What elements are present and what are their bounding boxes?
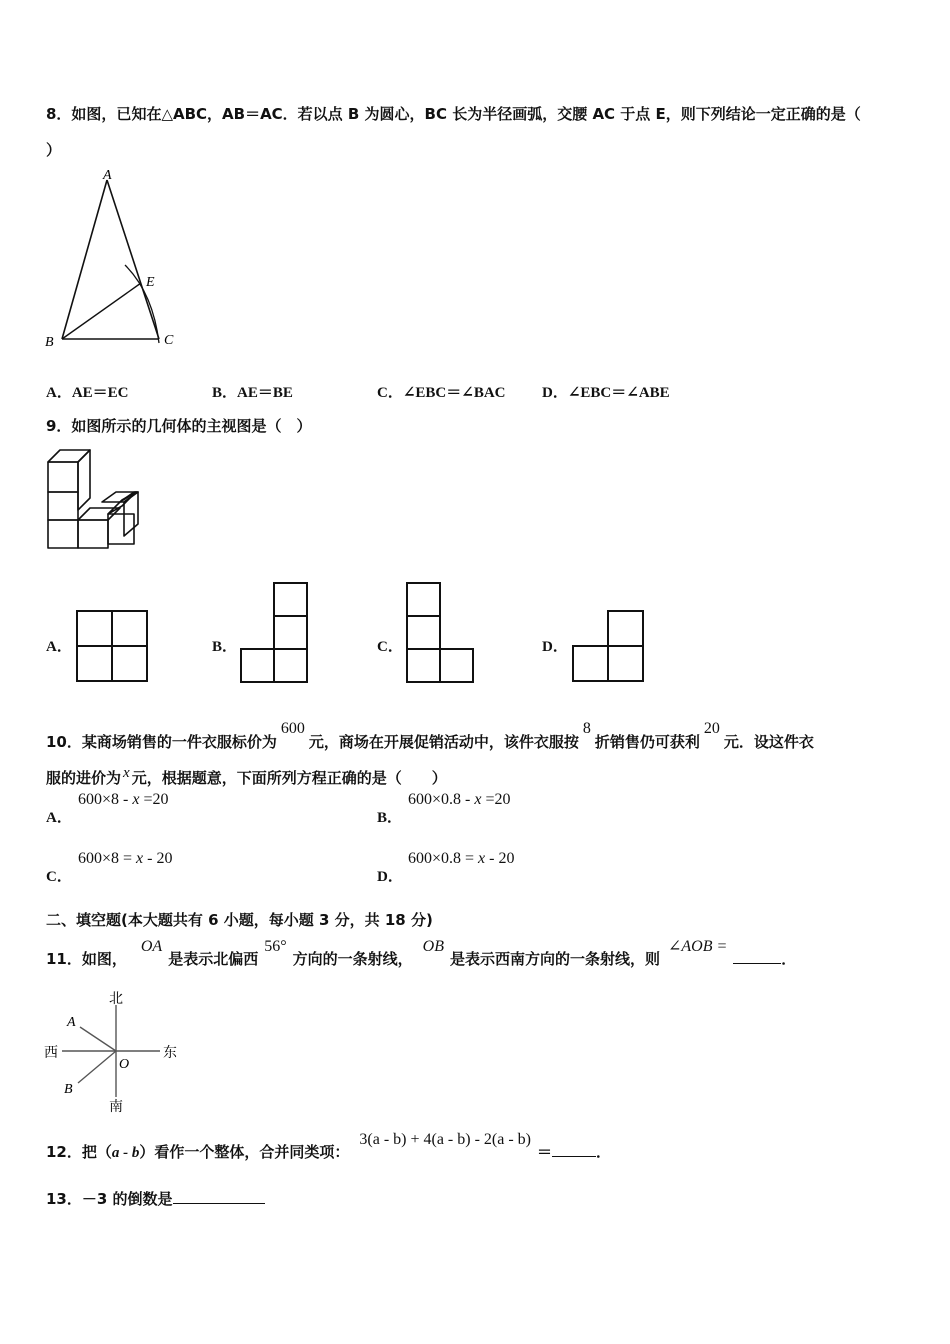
q12-text-2: ）看作一个整体，合并同类项： (139, 1143, 350, 1161)
q12-expression: 3(a - b) + 4(a - b) - 2(a - b) (359, 1131, 531, 1148)
q8-label-c: C (164, 333, 174, 348)
q8-option-b-label: B． (212, 385, 238, 401)
q11-compass-figure (40, 985, 190, 1115)
q10-option-b-pre: 600×0.8 - (408, 791, 475, 808)
q10-option-b-var: x (474, 791, 482, 808)
q8-option-c-label: C． (377, 385, 403, 401)
q9-option-a[interactable]: A． (46, 639, 72, 655)
q12-answer-blank[interactable] (552, 1156, 596, 1157)
q8-triangle-figure (40, 165, 190, 355)
q10-profit: 20 (703, 720, 720, 737)
q11-west-label: 西 (44, 1045, 58, 1061)
q11-angle-value: 56° (264, 938, 287, 955)
q10-text-3: 折销售仍可获利 (594, 733, 700, 751)
q8-option-d[interactable] (542, 381, 670, 402)
q10-option-b-label[interactable]: B． (377, 810, 403, 826)
q11-label-o: O (119, 1057, 130, 1072)
q10-text-6: 元，根据题意，下面所列方程正确的是（ ） (131, 769, 447, 787)
q8-option-a[interactable] (46, 381, 129, 402)
q12-ab: a - b (111, 1145, 140, 1161)
q11-south-label: 南 (109, 1099, 123, 1115)
q10-text-4: 元．设这件衣 (723, 733, 814, 751)
q8-option-d-label: D． (542, 385, 568, 401)
q13-stem (46, 1188, 265, 1209)
section-2-title: 二、填空题(本大题共有 6 小题，每小题 3 分，共 18 分) (46, 911, 433, 929)
q8-stem-line1: 8．如图，已知在△ABC，AB＝AC．若以点 B 为圆心，BC 长为半径画弧，交腰 AC 于点 E，则下列结论一定正确的是（ (46, 105, 861, 123)
q11-answer-blank[interactable] (733, 963, 781, 964)
q10-text-5: 服的进价为 (46, 769, 122, 787)
q10-option-d-equation[interactable] (408, 850, 514, 868)
q9-option-d-figure (572, 610, 645, 683)
q12-stem (46, 1131, 612, 1162)
q11-text-2: 是表示北偏西 (168, 950, 259, 968)
q10-option-b-post: =20 (481, 791, 511, 808)
q10-option-c-pre: 600×8 = (78, 850, 137, 867)
q10-price: 600 (280, 720, 305, 737)
q8-option-d-text: ∠EBC＝∠ABE (567, 385, 670, 401)
q10-var-x: x (123, 765, 130, 781)
q8-label-e: E (146, 275, 155, 290)
q8-label-a: A (103, 168, 112, 183)
q11-text-4: 是表示西南方向的一条射线，则 (449, 950, 660, 968)
q9-option-b-figure (240, 582, 308, 683)
q10-option-d-pre: 600×0.8 = (408, 850, 479, 867)
q9-option-c[interactable]: C． (377, 639, 403, 655)
q9-stem: 9．如图所示的几何体的主视图是（ ） (46, 417, 312, 435)
q9-solid-figure (40, 440, 150, 555)
q8-option-c[interactable] (377, 381, 506, 402)
q8-option-b[interactable] (212, 381, 293, 402)
q9-option-c-figure (406, 582, 474, 683)
q12-text-1: 12．把（ (46, 1143, 112, 1161)
q9-option-d[interactable]: D． (542, 639, 568, 655)
q9-option-a-figure (76, 610, 148, 682)
q10-option-c-var: x (136, 850, 144, 867)
q11-oa: OA (140, 938, 163, 955)
q11-text-1: 11．如图， (46, 950, 127, 968)
q10-option-b-equation[interactable] (408, 791, 511, 809)
q8-stem-line2: ） (46, 141, 62, 159)
q11-expression: ∠AOB = (667, 938, 728, 955)
q10-option-a-equation[interactable] (78, 791, 169, 809)
q10-option-d-label[interactable]: D． (377, 869, 403, 885)
q8-label-b: B (45, 335, 54, 350)
q10-option-a-pre: 600×8 - (78, 791, 133, 808)
q10-option-c-post: - 20 (143, 850, 173, 867)
q10-text-2: 元，商场在开展促销活动中，该件衣服按 (308, 733, 579, 751)
q10-option-a-post: =20 (139, 791, 169, 808)
q11-text-3: 方向的一条射线， (292, 950, 413, 968)
q11-stem (46, 938, 797, 969)
q8-option-a-label: A． (46, 385, 72, 401)
q10-line2 (46, 767, 447, 788)
q10-line1 (46, 720, 814, 752)
q10-option-a-label[interactable]: A． (46, 810, 72, 826)
q11-ob: OB (422, 938, 444, 955)
q11-north-label: 北 (109, 991, 123, 1007)
q9-option-b[interactable]: B． (212, 639, 238, 655)
q10-option-c-label[interactable]: C． (46, 869, 72, 885)
q12-end: ． (596, 1143, 612, 1161)
q12-equals: ＝ (537, 1143, 553, 1161)
q11-east-label: 东 (163, 1045, 177, 1061)
q10-option-a-var: x (132, 791, 140, 808)
q10-option-d-post: - 20 (485, 850, 515, 867)
q13-text: 13．－3 的倒数是 (46, 1190, 173, 1208)
q11-label-a: A (67, 1015, 76, 1030)
q11-end: ． (781, 950, 797, 968)
q11-label-b: B (64, 1082, 73, 1097)
q10-text-1: 10．某商场销售的一件衣服标价为 (46, 733, 277, 751)
q8-option-c-text: ∠EBC＝∠BAC (402, 385, 506, 401)
q13-answer-blank[interactable] (173, 1203, 265, 1204)
q8-option-b-text: AE＝BE (237, 385, 293, 401)
q10-option-c-equation[interactable] (78, 850, 172, 868)
q8-option-a-text: AE＝EC (71, 385, 129, 401)
q10-option-d-var: x (478, 850, 486, 867)
q10-discount: 8 (582, 720, 591, 737)
